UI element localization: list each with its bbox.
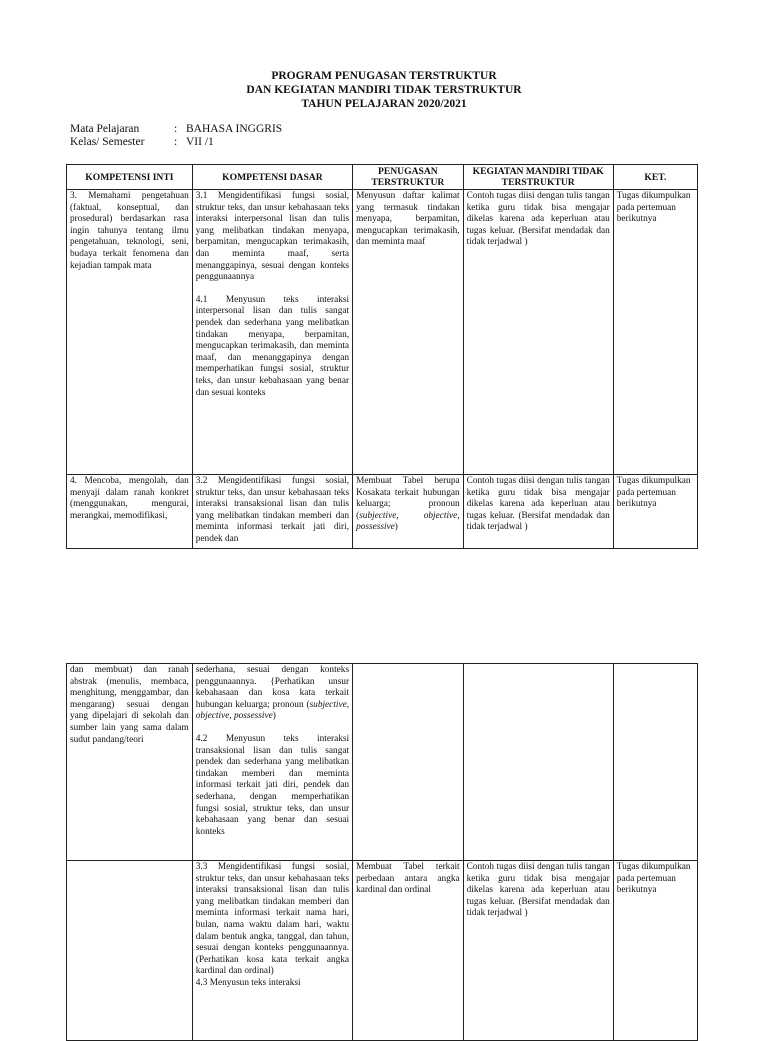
- kd-text-end: ): [272, 711, 276, 722]
- ki-cell: 3. Memahami pengetahuan (faktual, konseptual, dan prosedural) berdasarkan rasa ingin tahunya tentang ilmu pengetahuan, teknologi, seni, budaya terkait fenomena dan kejadian tampak mata: [67, 190, 193, 475]
- class-label: Kelas/ Semester: [70, 136, 145, 148]
- class-value: VII /1: [186, 136, 214, 148]
- kegiatan-cell: Contoh tugas diisi dengan tulis tangan ketika guru tidak bisa mengajar dikelas karena ada keperluan atau tugas keluar. (Bersifat mendadak dan tidak terjadwal ): [463, 861, 613, 1041]
- kegiatan-cell: [463, 664, 613, 861]
- kegiatan-cell: Contoh tugas diisi dengan tulis tangan ketika guru tidak bisa mengajar dikelas karena ada keperluan atau tugas keluar. (Bersifat mendadak dan tidak terjadwal ): [463, 190, 613, 475]
- header-kompetensi-dasar: KOMPETENSI DASAR: [192, 165, 352, 190]
- penugasan-cell: Membuat Tabel terkait perbedaan antara angka kardinal dan ordinal: [353, 861, 464, 1041]
- penugasan-cell: [353, 475, 464, 549]
- penugasan-text: Membuat Tabel berupa Kosakata terkait hubungan keluarga; pronoun (: [356, 476, 460, 521]
- ki-cell: 4. Mencoba, mengolah, dan menyaji dalam ranah konkret (menggunakan, mengurai, merangkai, memodifikasi,: [67, 475, 193, 549]
- kd-text: 4.3 Menyusun teks interaksi: [195, 977, 301, 988]
- assignment-table: [66, 164, 698, 549]
- penugasan-cell: [353, 664, 464, 861]
- kd-text: 3.3 Mengidentifikasi fungsi sosial, struktur teks, dan unsur kebahasaan teks interaksi transaksional lisan dan tulis yang melibatkan tindakan memberi dan meminta informasi terkait nama hari, bulan, nama waktu dalam hari, waktu dalam bentuk angka, tanggal, dan tahun, sesuai dengan konteks penggunaannya. (Perhatikan kosa kata terkait angka kardinal dan ordinal): [195, 862, 350, 977]
- kd-cell: [192, 664, 352, 861]
- subject-value: BAHASA INGGRIS: [186, 123, 283, 135]
- assignment-table-continued: [66, 663, 698, 1041]
- document-meta: [70, 123, 282, 149]
- ki-cell: [67, 861, 193, 1041]
- kd-text-part: sederhana, sesuai dengan konteks penggunaannya. {Perhatikan unsur kebahasaan dan kosa kata terkait hubungan keluarga; pronoun (: [195, 665, 350, 710]
- table-header-row: [67, 165, 698, 190]
- ki-cell: dan membuat) dan ranah abstrak (menulis, membaca, menghitung, menggambar, dan mengarang) sesuai dengan yang dipelajari di sekolah dan sumber lain yang sama dalam sudut pandang/teori: [67, 664, 193, 861]
- subject-row: [70, 123, 282, 136]
- subject-separator: :: [174, 123, 178, 135]
- class-separator: :: [174, 136, 178, 148]
- table-row: [67, 664, 698, 861]
- ket-cell: Tugas dikumpulkan pada pertemuan berikutnya: [613, 190, 697, 475]
- title-line-3: TAHUN PELAJARAN 2020/2021: [301, 98, 467, 110]
- kd-text: 3.1 Mengidentifikasi fungsi sosial, struktur teks, dan unsur kebahasaan teks interaksi interpersonal lisan dan tulis yang melibatkan tindakan menyapa, berpamitan, mengucapkan terimakasih, dan meminta maaf, serta menanggapinya, sesuai dengan konteks penggunaannya: [195, 191, 350, 283]
- penugasan-text-end: ): [394, 522, 398, 533]
- ket-cell: Tugas dikumpulkan pada pertemuan berikutnya: [613, 475, 697, 549]
- kd-text: 4.2 Menyusun teks interaksi transaksional lisan dan tulis sangat pendek dan sederhana yang melibatkan tindakan memberi dan meminta informasi terkait jati diri, pendek dan sederhana, dengan memperhatikan fungsi sosial, struktur teks, dan unsur kebahasaan yang benar dan sesuai konteks: [195, 733, 350, 837]
- kd-italic: subjective, objective, possessive: [195, 699, 350, 722]
- penugasan-cell: Menyusun daftar kalimat yang termasuk tindakan menyapa, berpamitan, mengucapkan terimakasih, dan meminta maaf: [353, 190, 464, 475]
- ket-cell: Tugas dikumpulkan pada pertemuan berikutnya: [613, 861, 697, 1041]
- penugasan-italic: subjective, objective, possessive: [356, 510, 460, 533]
- kd-cell: [192, 861, 352, 1041]
- document-title: [0, 69, 768, 111]
- table-row: [67, 861, 698, 1041]
- kd-cell: [192, 190, 352, 475]
- header-kompetensi-inti: KOMPETENSI INTI: [67, 165, 193, 190]
- table-row: [67, 475, 698, 549]
- title-line-1: PROGRAM PENUGASAN TERSTRUKTUR: [271, 70, 497, 82]
- kd-text: [196, 665, 349, 723]
- class-row: [70, 136, 282, 149]
- header-ket: KET.: [613, 165, 697, 190]
- header-penugasan: PENUGASAN TERSTRUKTUR: [353, 165, 464, 190]
- kegiatan-cell: Contoh tugas diisi dengan tulis tangan ketika guru tidak bisa mengajar dikelas karena ada keperluan atau tugas keluar. (Bersifat mendadak dan tidak terjadwal ): [463, 475, 613, 549]
- kd-cell: 3.2 Mengidentifikasi fungsi sosial, struktur teks, dan unsur kebahasaan teks interaksi transaksional lisan dan tulis yang melibatkan tindakan memberi dan meminta informasi terkait jati diri, pendek dan: [192, 475, 352, 549]
- table-row: [67, 190, 698, 475]
- subject-label: Mata Pelajaran: [70, 123, 140, 135]
- ket-cell: [613, 664, 697, 861]
- header-kegiatan: KEGIATAN MANDIRI TIDAK TERSTRUKTUR: [463, 165, 613, 190]
- kd-text: 4.1 Menyusun teks interaksi interpersonal lisan dan tulis sangat pendek dan sederhana yang melibatkan tindakan menyapa, berpamitan, mengucapkan terimakasih, dan meminta maaf, dan menanggapinya dengan memperhatikan fungsi sosial, struktur teks, dan unsur kebahasaan yang benar dan sesuai konteks: [195, 294, 350, 398]
- title-line-2: DAN KEGIATAN MANDIRI TIDAK TERSTRUKTUR: [246, 84, 522, 96]
